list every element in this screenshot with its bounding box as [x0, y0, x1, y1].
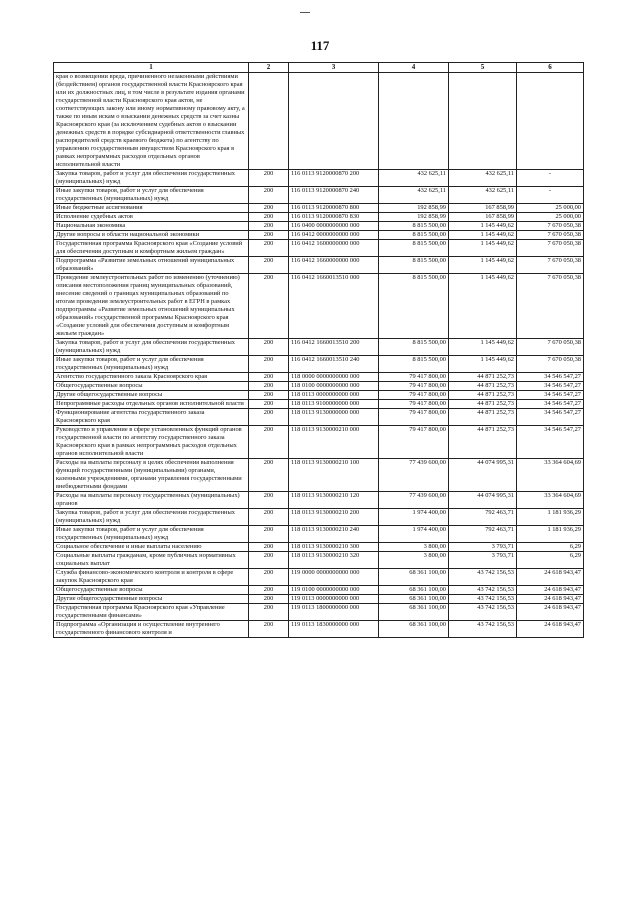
table-row: [54, 399, 584, 408]
row-classification-code: 116 0113 9120000870 200: [289, 169, 379, 186]
row-classification-code: 118 0113 9130000210 100: [289, 458, 379, 491]
row-classification-code: 118 0113 9130000210 000: [289, 425, 379, 458]
row-value-col4: 68 361 100,00: [379, 620, 449, 637]
row-value-col5: 1 145 449,62: [449, 355, 517, 372]
row-name: Иные закупки товаров, работ и услуг для обеспечения государственных (муниципальных) нужд: [54, 355, 249, 372]
row-classification-code: 118 0113 0000000000 000: [289, 390, 379, 399]
row-code: 200: [249, 408, 289, 425]
row-value-col6: -: [517, 169, 584, 186]
row-value-col6: 25 000,00: [517, 203, 584, 212]
row-value-col6: 34 546 547,27: [517, 425, 584, 458]
table-row: [54, 221, 584, 230]
row-value-col6: [517, 72, 584, 169]
row-value-col6: 6,29: [517, 542, 584, 551]
row-code: 200: [249, 372, 289, 381]
row-value-col6: 24 618 943,47: [517, 620, 584, 637]
row-value-col4: 432 625,11: [379, 169, 449, 186]
row-value-col5: 1 145 449,62: [449, 230, 517, 239]
row-code: 200: [249, 425, 289, 458]
row-code: 200: [249, 256, 289, 273]
row-classification-code: 116 0113 9120000870 830: [289, 212, 379, 221]
row-value-col6: 33 364 604,69: [517, 458, 584, 491]
row-value-col5: 43 742 156,53: [449, 620, 517, 637]
row-name: Руководство и управление в сфере установленных функций органов государственной власти по агентству государственного заказа Красноярского края в рамках непрограммных расходов отдельных органов исполнительной власти: [54, 425, 249, 458]
row-classification-code: 118 0100 0000000000 000: [289, 381, 379, 390]
row-value-col4: 79 417 800,00: [379, 425, 449, 458]
row-classification-code: 116 0400 0000000000 000: [289, 221, 379, 230]
row-value-col4: 8 815 500,00: [379, 338, 449, 355]
row-name: Национальная экономика: [54, 221, 249, 230]
row-value-col4: 68 361 100,00: [379, 585, 449, 594]
table-row: [54, 620, 584, 637]
row-name: Закупка товаров, работ и услуг для обеспечения государственных (муниципальных) нужд: [54, 169, 249, 186]
row-classification-code: 119 0113 0000000000 000: [289, 594, 379, 603]
table-row: [54, 186, 584, 203]
row-code: 200: [249, 186, 289, 203]
table-row: [54, 256, 584, 273]
row-value-col5: 44 871 252,73: [449, 425, 517, 458]
row-name: Социальное обеспечение и иные выплаты населению: [54, 542, 249, 551]
row-name: Иные закупки товаров, работ и услуг для обеспечения государственных (муниципальных) нужд: [54, 525, 249, 542]
row-classification-code: 118 0113 9130000210 120: [289, 491, 379, 508]
row-name: Исполнение судебных актов: [54, 212, 249, 221]
table-row: [54, 203, 584, 212]
row-value-col5: 167 858,99: [449, 212, 517, 221]
page-number: 117: [310, 38, 330, 53]
row-classification-code: [289, 72, 379, 169]
header-col-1: 1: [54, 63, 249, 73]
row-value-col4: 192 858,99: [379, 203, 449, 212]
row-name: Агентство государственного заказа Красноярского края: [54, 372, 249, 381]
top-mark: [300, 12, 310, 13]
row-value-col4: 3 800,00: [379, 551, 449, 568]
table-row: [54, 212, 584, 221]
header-col-2: 2: [249, 63, 289, 73]
row-name: Общегосударственные вопросы: [54, 585, 249, 594]
row-code: 200: [249, 551, 289, 568]
row-value-col6: 7 670 050,38: [517, 239, 584, 256]
row-name: Государственная программа Красноярского края «Создание условий для обеспечения доступным и комфортным жильем граждан»: [54, 239, 249, 256]
row-code: 200: [249, 230, 289, 239]
row-value-col6: 34 546 547,27: [517, 381, 584, 390]
row-value-col6: -: [517, 186, 584, 203]
table-row: [54, 603, 584, 620]
row-value-col5: 43 742 156,53: [449, 594, 517, 603]
header-col-4: 4: [379, 63, 449, 73]
row-classification-code: 118 0113 9130000210 320: [289, 551, 379, 568]
table-row: [54, 425, 584, 458]
budget-table: [53, 62, 584, 638]
row-name: Государственная программа Красноярского края «Управление государственными финансами»: [54, 603, 249, 620]
row-name: Закупка товаров, работ и услуг для обеспечения государственных (муниципальных) нужд: [54, 338, 249, 355]
row-value-col4: 77 439 600,00: [379, 491, 449, 508]
row-value-col6: 7 670 050,38: [517, 355, 584, 372]
row-code: 200: [249, 355, 289, 372]
row-code: 200: [249, 620, 289, 637]
row-value-col6: 34 546 547,27: [517, 372, 584, 381]
row-value-col5: 43 742 156,53: [449, 568, 517, 585]
row-value-col5: 44 871 252,73: [449, 381, 517, 390]
row-classification-code: 118 0113 9130000210 300: [289, 542, 379, 551]
table-row: [54, 594, 584, 603]
row-classification-code: 116 0412 1660013510 200: [289, 338, 379, 355]
row-value-col4: 1 974 400,00: [379, 508, 449, 525]
row-value-col6: 1 181 936,29: [517, 508, 584, 525]
row-value-col5: [449, 72, 517, 169]
table-row: [54, 458, 584, 491]
row-value-col6: 7 670 050,38: [517, 230, 584, 239]
row-code: 200: [249, 603, 289, 620]
table-row: [54, 230, 584, 239]
row-value-col5: 44 074 995,31: [449, 491, 517, 508]
row-value-col5: 44 074 995,31: [449, 458, 517, 491]
header-col-6: 6: [517, 63, 584, 73]
table-row: [54, 568, 584, 585]
header-col-5: 5: [449, 63, 517, 73]
table-row: [54, 525, 584, 542]
row-value-col5: 43 742 156,53: [449, 585, 517, 594]
row-value-col4: 8 815 500,00: [379, 239, 449, 256]
row-name: Проведение землеустроительных работ по изменению (уточнению) описания местоположения границ муниципальных образований, внесение сведений о границах муниципальных образований по итогам проведения землеустроительных работ в ЕГРН в рамках подпрограммы «Развитие земельных отношений муниципальных образований» государственной программы Красноярского края «Создание условий для обеспечения доступным и комфортным жильем граждан»: [54, 273, 249, 338]
table-row: [54, 542, 584, 551]
row-value-col6: 7 670 050,38: [517, 256, 584, 273]
row-value-col5: 1 145 449,62: [449, 273, 517, 338]
row-value-col4: 8 815 500,00: [379, 355, 449, 372]
row-value-col5: 1 145 449,62: [449, 221, 517, 230]
row-code: 200: [249, 338, 289, 355]
row-code: 200: [249, 458, 289, 491]
row-value-col4: 79 417 800,00: [379, 372, 449, 381]
row-value-col6: 24 618 943,47: [517, 568, 584, 585]
row-code: 200: [249, 508, 289, 525]
row-value-col6: 34 546 547,27: [517, 399, 584, 408]
row-value-col4: 1 974 400,00: [379, 525, 449, 542]
table-row: [54, 381, 584, 390]
row-code: 200: [249, 390, 289, 399]
row-classification-code: 118 0113 9130000000 000: [289, 408, 379, 425]
row-classification-code: 118 0113 9130000210 200: [289, 508, 379, 525]
row-value-col4: 77 439 600,00: [379, 458, 449, 491]
row-value-col6: 34 546 547,27: [517, 390, 584, 399]
row-value-col5: 44 871 252,73: [449, 372, 517, 381]
row-code: 200: [249, 585, 289, 594]
table-body: [54, 72, 584, 637]
row-value-col6: 24 618 943,47: [517, 594, 584, 603]
header-col-3: 3: [289, 63, 379, 73]
row-classification-code: 116 0412 1600000000 000: [289, 239, 379, 256]
row-classification-code: 119 0113 1800000000 000: [289, 603, 379, 620]
row-name: Закупка товаров, работ и услуг для обеспечения государственных (муниципальных) нужд: [54, 508, 249, 525]
row-name: Подпрограмма «Развитие земельных отношений муниципальных образований»: [54, 256, 249, 273]
row-value-col6: 1 181 936,29: [517, 525, 584, 542]
row-code: 200: [249, 399, 289, 408]
row-value-col5: 3 793,71: [449, 551, 517, 568]
row-classification-code: 116 0412 1660013510 000: [289, 273, 379, 338]
row-name: Другие вопросы в области национальной экономики: [54, 230, 249, 239]
row-code: 200: [249, 212, 289, 221]
row-name: Другие общегосударственные вопросы: [54, 390, 249, 399]
row-name: Иные бюджетные ассигнования: [54, 203, 249, 212]
row-value-col4: 8 815 500,00: [379, 230, 449, 239]
row-value-col5: 792 463,71: [449, 525, 517, 542]
table-row: [54, 508, 584, 525]
row-classification-code: 118 0000 0000000000 000: [289, 372, 379, 381]
row-code: 200: [249, 525, 289, 542]
row-code: 200: [249, 491, 289, 508]
row-code: 200: [249, 221, 289, 230]
row-name: Расходы на выплаты персоналу государственных (муниципальных) органов: [54, 491, 249, 508]
table-row: [54, 72, 584, 169]
row-value-col4: 68 361 100,00: [379, 603, 449, 620]
row-classification-code: 118 0113 9130000210 240: [289, 525, 379, 542]
table-row: [54, 408, 584, 425]
table-header-row: [54, 63, 584, 73]
row-name: Общегосударственные вопросы: [54, 381, 249, 390]
row-value-col6: 24 618 943,47: [517, 603, 584, 620]
table-row: [54, 551, 584, 568]
row-value-col5: 432 625,11: [449, 169, 517, 186]
table-row: [54, 390, 584, 399]
row-value-col5: 44 871 252,73: [449, 390, 517, 399]
row-value-col4: [379, 72, 449, 169]
row-value-col4: 8 815 500,00: [379, 256, 449, 273]
row-value-col5: 44 871 252,73: [449, 408, 517, 425]
row-code: 200: [249, 542, 289, 551]
table-row: [54, 355, 584, 372]
row-name: Расходы на выплаты персоналу в целях обеспечения выполнения функций государственными (муниципальными) органами, казенными учреждениями, органами управления государственными внебюджетными фондами: [54, 458, 249, 491]
row-value-col6: 25 000,00: [517, 212, 584, 221]
row-value-col4: 79 417 800,00: [379, 381, 449, 390]
row-classification-code: 116 0412 1660000000 000: [289, 256, 379, 273]
row-value-col6: 6,29: [517, 551, 584, 568]
row-value-col6: 7 670 050,38: [517, 338, 584, 355]
row-name: Функционирование агентства государственного заказа Красноярского края: [54, 408, 249, 425]
row-code: 200: [249, 169, 289, 186]
table-row: [54, 585, 584, 594]
row-name: Иные закупки товаров, работ и услуг для обеспечения государственных (муниципальных) нужд: [54, 186, 249, 203]
row-code: 200: [249, 568, 289, 585]
row-value-col6: 7 670 050,38: [517, 273, 584, 338]
row-value-col4: 3 800,00: [379, 542, 449, 551]
row-value-col5: 792 463,71: [449, 508, 517, 525]
row-value-col4: 79 417 800,00: [379, 399, 449, 408]
row-code: 200: [249, 594, 289, 603]
row-name: Другие общегосударственные вопросы: [54, 594, 249, 603]
row-value-col6: 34 546 547,27: [517, 408, 584, 425]
row-name: Непрограммные расходы отдельных органов исполнительной власти: [54, 399, 249, 408]
row-value-col4: 79 417 800,00: [379, 408, 449, 425]
row-classification-code: 116 0412 1660013510 240: [289, 355, 379, 372]
row-code: 200: [249, 273, 289, 338]
row-value-col4: 192 858,99: [379, 212, 449, 221]
row-classification-code: 118 0113 9100000000 000: [289, 399, 379, 408]
row-value-col4: 432 625,11: [379, 186, 449, 203]
row-name: Подпрограмма «Организация и осуществление внутреннего государственного финансового контроля и: [54, 620, 249, 637]
row-value-col5: 1 145 449,62: [449, 239, 517, 256]
row-code: [249, 72, 289, 169]
row-code: 200: [249, 203, 289, 212]
row-classification-code: 116 0113 9120000870 240: [289, 186, 379, 203]
row-value-col4: 79 417 800,00: [379, 390, 449, 399]
row-value-col6: 7 670 050,38: [517, 221, 584, 230]
row-value-col5: 3 793,71: [449, 542, 517, 551]
table-row: [54, 169, 584, 186]
row-value-col5: 44 871 252,73: [449, 399, 517, 408]
row-value-col4: 8 815 500,00: [379, 273, 449, 338]
row-classification-code: 116 0113 9120000870 800: [289, 203, 379, 212]
row-value-col5: 43 742 156,53: [449, 603, 517, 620]
table-row: [54, 372, 584, 381]
row-value-col4: 8 815 500,00: [379, 221, 449, 230]
table-row: [54, 239, 584, 256]
row-code: 200: [249, 239, 289, 256]
row-classification-code: 119 0000 0000000000 000: [289, 568, 379, 585]
row-classification-code: 119 0100 0000000000 000: [289, 585, 379, 594]
row-value-col6: 33 364 604,69: [517, 491, 584, 508]
row-value-col6: 24 618 943,47: [517, 585, 584, 594]
row-name: края о возмещении вреда, причиненного незаконными действиями (бездействием) органов государственной власти Красноярского края или их должностных лиц, в том числе в результате издания органами государственной власти Красноярского края актов, не соответствующих закону или иному нормативному правовому акту, а также по иным искам о взыскании денежных средств за счет казны Красноярского края (за исключением судебных актов о взыскании денежных средств в порядке субсидиарной ответственности главных распорядителей средств краевого бюджета) по агентству по управлению государственным имуществом Красноярского края в рамках непрограммных расходов отдельных органов исполнительной власти: [54, 72, 249, 169]
row-value-col4: 68 361 100,00: [379, 568, 449, 585]
row-classification-code: 119 0113 1830000000 000: [289, 620, 379, 637]
row-value-col5: 167 858,99: [449, 203, 517, 212]
row-name: Служба финансово-экономического контроля и контроля в сфере закупок Красноярского края: [54, 568, 249, 585]
table-row: [54, 273, 584, 338]
row-name: Социальные выплаты гражданам, кроме публичных нормативных социальных выплат: [54, 551, 249, 568]
row-value-col5: 1 145 449,62: [449, 338, 517, 355]
row-value-col5: 432 625,11: [449, 186, 517, 203]
row-value-col5: 1 145 449,62: [449, 256, 517, 273]
table-row: [54, 338, 584, 355]
row-classification-code: 116 0412 0000000000 000: [289, 230, 379, 239]
row-code: 200: [249, 381, 289, 390]
row-value-col4: 68 361 100,00: [379, 594, 449, 603]
table-row: [54, 491, 584, 508]
